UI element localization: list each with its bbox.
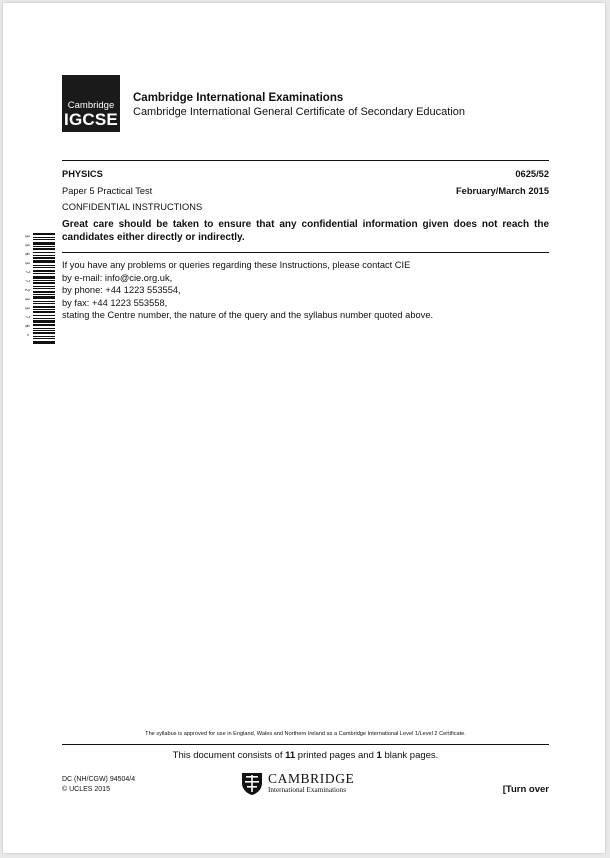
barcode-bar xyxy=(33,246,55,247)
barcode-bar xyxy=(33,328,55,329)
contact-email: by e-mail: info@cie.org.uk, xyxy=(62,272,173,283)
subject-title: PHYSICS xyxy=(62,169,103,179)
copyright-notice: © UCLES 2015 xyxy=(62,786,110,793)
barcode-bar xyxy=(33,273,55,274)
paper-name: Paper 5 Practical Test xyxy=(62,186,153,196)
barcode-bar xyxy=(33,301,55,302)
barcode-bar xyxy=(33,291,55,293)
page-count-statement: This document consists of 11 printed pages and 1 blank pages. xyxy=(172,750,439,761)
turn-over-label: [Turn over xyxy=(502,784,549,795)
barcode-bar xyxy=(33,267,55,268)
barcode-bar xyxy=(33,330,55,331)
cambridge-wordmark: CAMBRIDGE xyxy=(268,771,355,786)
barcode-bar xyxy=(33,324,55,326)
barcode xyxy=(22,233,55,345)
barcode-digit: 6 xyxy=(23,324,30,328)
contact-block xyxy=(62,259,433,322)
confidential-warning: Great care should be taken to ensure that any confidential information given does not reach the candidates either directly or indirectly. xyxy=(62,219,549,243)
contact-fax: by fax: +44 1223 553558, xyxy=(62,297,168,308)
barcode-bar xyxy=(33,315,55,316)
barcode-digit: 3 xyxy=(23,297,30,301)
logo-cambridge-text: Cambridge xyxy=(67,100,115,111)
barcode-bar xyxy=(33,286,55,287)
exam-cover-page xyxy=(3,3,605,853)
barcode-bar xyxy=(33,296,55,299)
barcode-digit: 3 xyxy=(23,234,30,238)
barcode-bar xyxy=(33,288,55,289)
syllabus-approval-note: The syllabus is approved for use in England, Wales and Northern Ireland as a Cambridge International Level 1/Level 2 Certificate. xyxy=(145,731,466,737)
barcode-bar xyxy=(33,233,55,235)
barcode-digit: 7 xyxy=(23,270,30,274)
document-reference: DC (NH/CGW) 94504/4 xyxy=(62,776,136,783)
syllabus-code: 0625/52 xyxy=(515,169,549,179)
contact-closing: stating the Centre number, the nature of the query and the syllabus number quoted above. xyxy=(62,310,434,320)
barcode-bar xyxy=(33,239,55,240)
barcode-bar xyxy=(33,332,55,334)
barcode-bar xyxy=(33,341,55,344)
barcode-bar xyxy=(33,255,55,256)
cambridge-logo xyxy=(241,771,376,797)
certificate-name: Cambridge International General Certificate of Secondary Education xyxy=(133,106,466,118)
barcode-bar xyxy=(33,260,55,263)
barcode-digit: 3 xyxy=(23,261,30,265)
barcode-bar xyxy=(33,336,55,337)
barcode-bar xyxy=(33,306,55,308)
barcode-bar xyxy=(33,265,55,266)
barcode-bar xyxy=(33,257,55,259)
header-divider xyxy=(62,160,549,161)
barcode-bar xyxy=(33,276,55,279)
organisation-name: Cambridge International Examinations xyxy=(133,92,344,104)
blank-pages-count: 1 xyxy=(376,750,382,761)
footer-divider xyxy=(62,744,549,745)
barcode-digit: 7 xyxy=(23,315,30,319)
printed-pages-count: 11 xyxy=(285,750,296,761)
contact-phone: by phone: +44 1223 553554, xyxy=(62,285,181,295)
barcode-digit: 2 xyxy=(23,288,30,292)
barcode-bar xyxy=(33,309,55,310)
cambridge-subtitle: International Examinations xyxy=(268,786,347,794)
barcode-bar xyxy=(33,338,55,339)
warning-divider xyxy=(62,252,549,253)
igcse-logo xyxy=(62,75,120,132)
barcode-bar xyxy=(33,320,55,323)
barcode-bar xyxy=(33,237,55,238)
barcode-bar xyxy=(33,270,55,272)
barcode-bar xyxy=(33,248,55,250)
barcode-bar xyxy=(33,252,55,253)
barcode-digit: 3 xyxy=(23,243,30,247)
barcode-bar xyxy=(33,311,55,313)
barcode-digit: 6 xyxy=(23,252,30,256)
barcode-digit: 7 xyxy=(23,279,30,283)
barcode-digit: 3 xyxy=(23,306,30,310)
logo-igcse-text: IGCSE xyxy=(64,110,118,129)
barcode-bar xyxy=(33,303,55,304)
barcode-bar xyxy=(33,294,55,295)
barcode-bar xyxy=(33,280,55,281)
barcode-digit: * xyxy=(22,334,29,336)
contact-intro: If you have any problems or queries regarding these Instructions, please contact CIE xyxy=(62,260,411,270)
crest-icon xyxy=(241,772,263,796)
barcode-bar xyxy=(33,282,55,284)
barcode-bar xyxy=(33,318,55,319)
barcode-bar xyxy=(33,242,55,245)
instructions-title: CONFIDENTIAL INSTRUCTIONS xyxy=(62,202,203,212)
exam-session: February/March 2015 xyxy=(455,186,549,196)
